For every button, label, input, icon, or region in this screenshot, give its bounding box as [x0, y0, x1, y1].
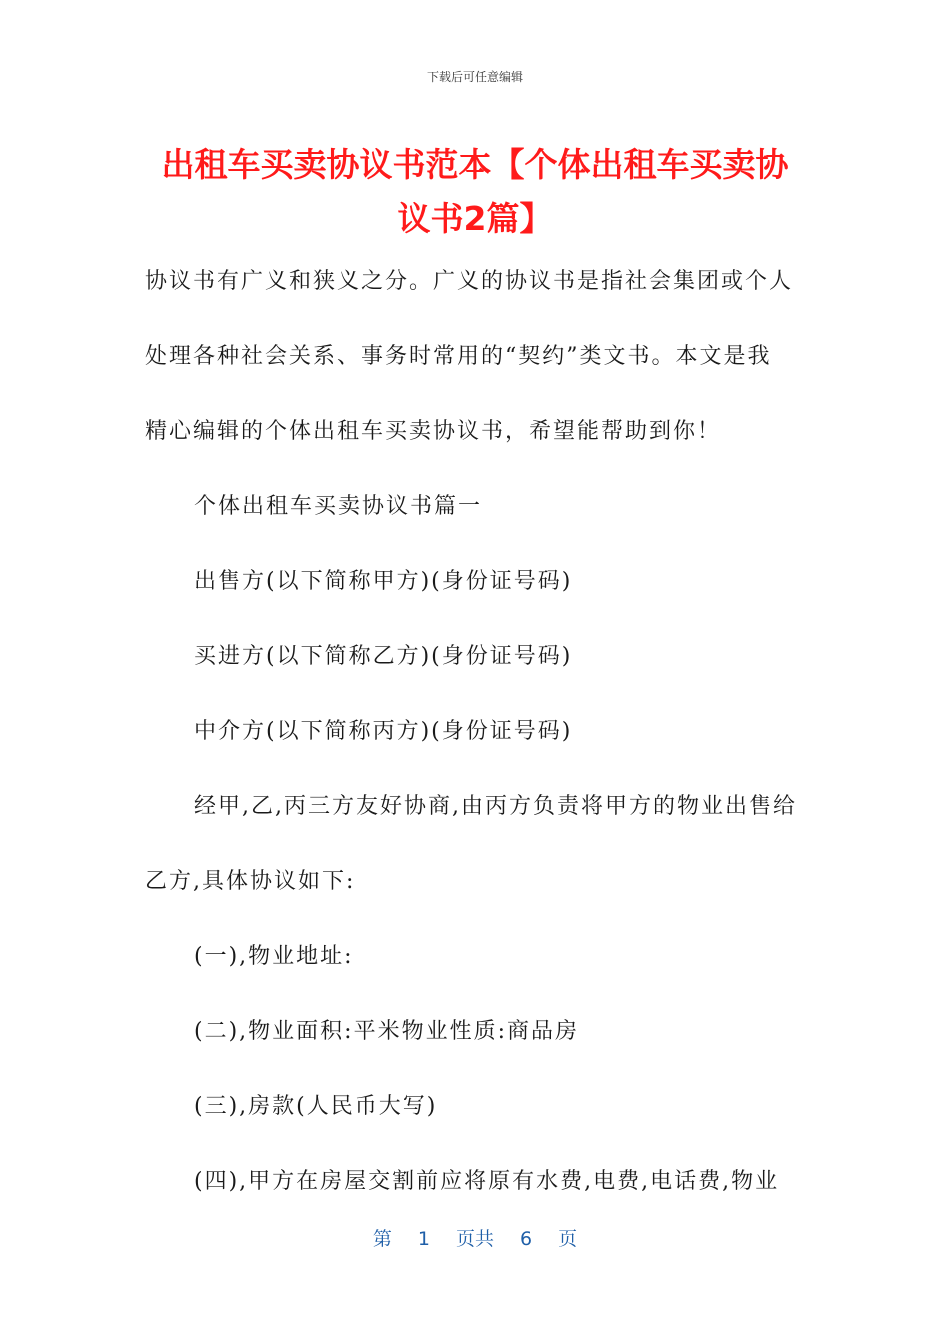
- agreement-intro-line-1: 经甲,乙,丙三方友好协商,由丙方负责将甲方的物业出售给: [194, 794, 797, 819]
- page-label-mid: 页共: [455, 1228, 494, 1250]
- document-body: [145, 244, 810, 1219]
- page-footer: [0, 1224, 950, 1251]
- document-title: [140, 138, 810, 246]
- party-agent: 中介方(以下简称丙方)(身份证号码): [194, 719, 573, 744]
- current-page-number: 1: [417, 1228, 430, 1250]
- total-pages-number: 6: [520, 1228, 533, 1250]
- party-buyer: 买进方(以下简称乙方)(身份证号码): [194, 644, 573, 669]
- title-line-1: 出租车买卖协议书范本【个体出租车买卖协: [161, 145, 789, 184]
- intro-line-3: 精心编辑的个体出租车买卖协议书，希望能帮助到你！: [145, 419, 722, 444]
- clause-3: (三),房款(人民币大写): [194, 1094, 438, 1119]
- title-line-2: 议书2篇】: [397, 199, 553, 238]
- clause-2: (二),物业面积:平米物业性质:商品房: [194, 1019, 579, 1044]
- page-label-prefix: 第: [372, 1228, 392, 1250]
- clause-1: (一),物业地址:: [194, 944, 354, 969]
- header-note: 下载后可任意编辑: [426, 70, 523, 84]
- clause-4: (四),甲方在房屋交割前应将原有水费,电费,电话费,物业: [194, 1169, 780, 1194]
- agreement-intro-line-2: 乙方,具体协议如下:: [145, 869, 356, 894]
- page-label-suffix: 页: [558, 1228, 578, 1250]
- intro-line-1: 协议书有广义和狭义之分。广义的协议书是指社会集团或个人: [145, 269, 794, 294]
- intro-line-2: 处理各种社会关系、事务时常用的“契约”类文书。本文是我: [145, 344, 772, 369]
- party-seller: 出售方(以下简称甲方)(身份证号码): [194, 569, 573, 594]
- section-heading: 个体出租车买卖协议书篇一: [194, 494, 483, 519]
